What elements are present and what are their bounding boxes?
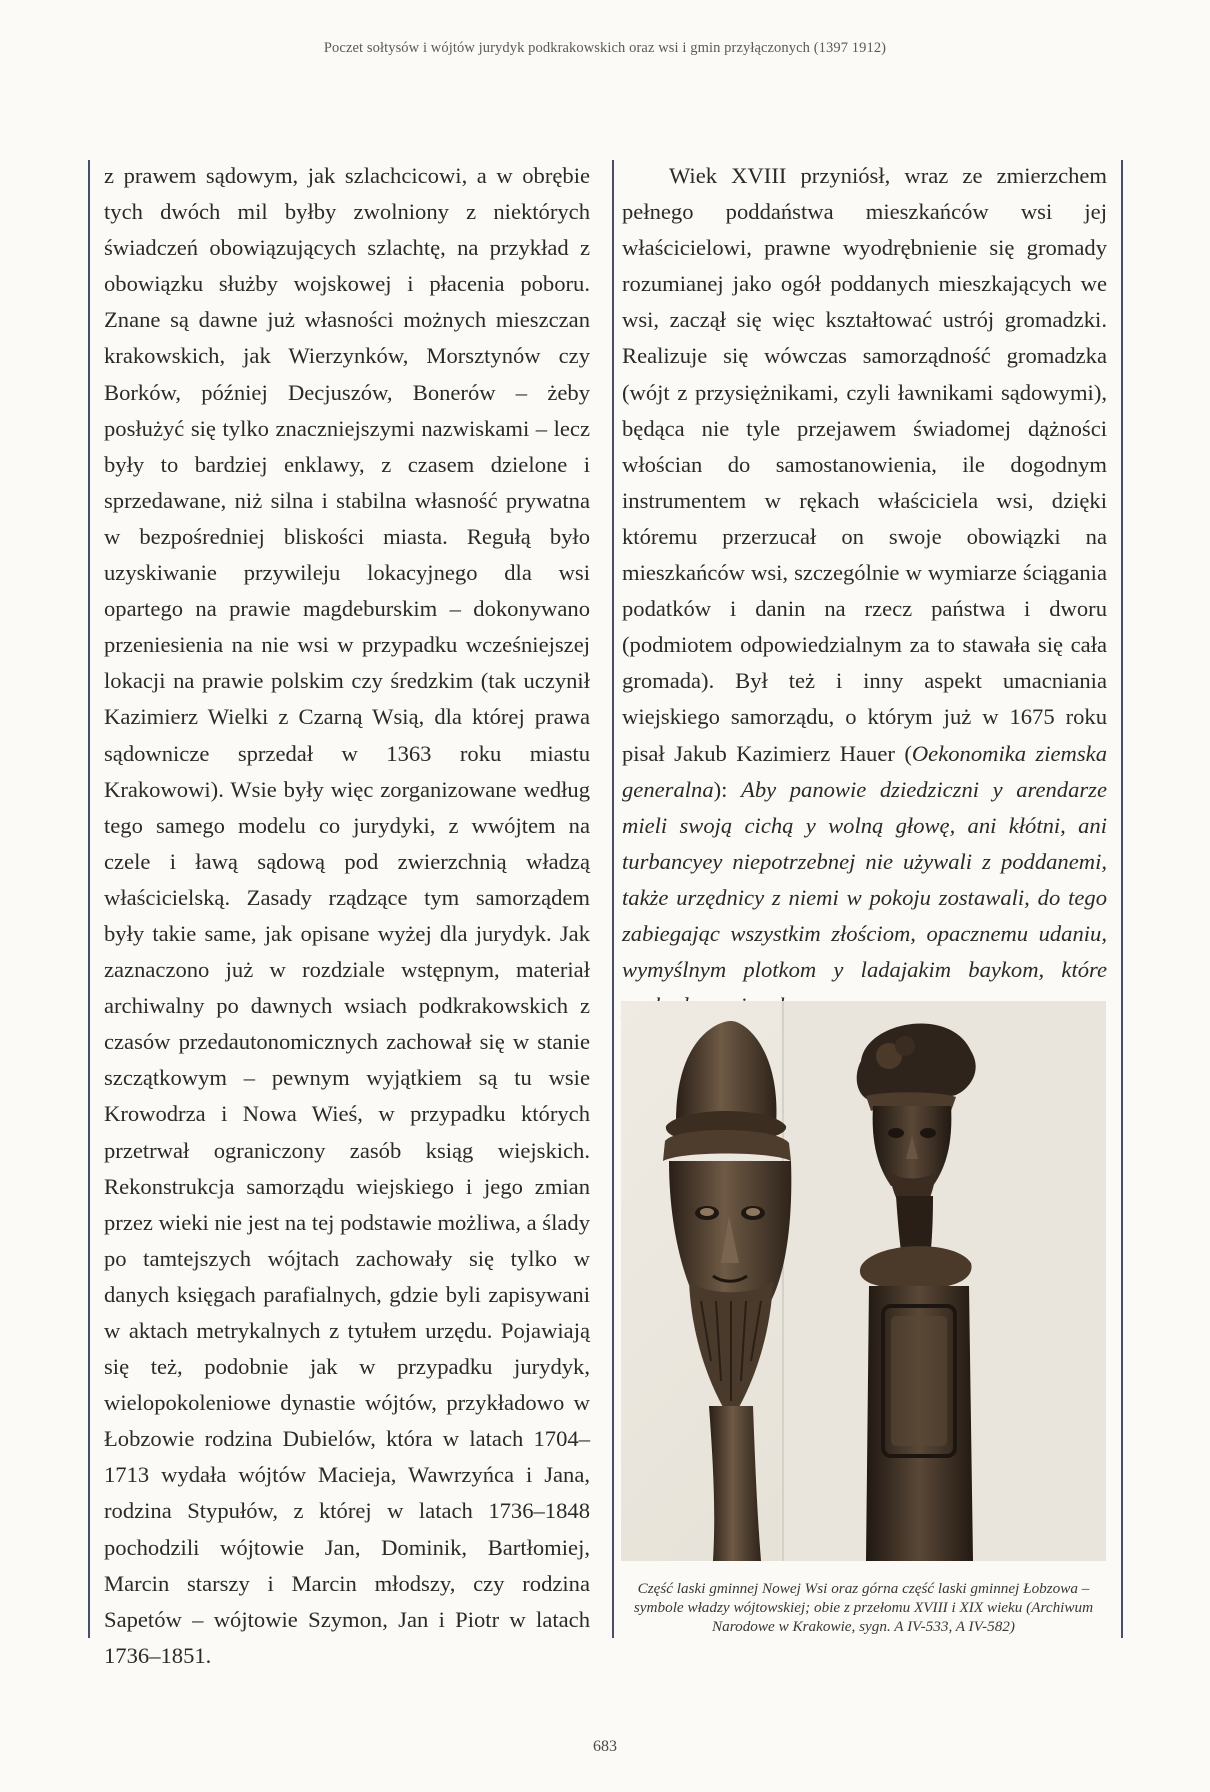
running-header: Poczet sołtysów i wójtów jurydyk podkrakowskich oraz wsi i gmin przyłączonych (1397 1912) (323, 40, 887, 56)
right-column-paragraph (622, 158, 1107, 1024)
figure-caption: Część laski gminnej Nowej Wsi oraz górna część laski gminnej Łobzowa – symbole władzy wójtowskiej; obie z przełomu XVIII i XIX wieku (Archiwum Narodowe w Krakowie, sygn. A IV-533, A IV-582) (633, 1580, 1094, 1635)
page-number: 683 (593, 1738, 617, 1755)
column-divider-rule (612, 160, 614, 1638)
historical-quote: Aby panowie dziedziczni y arendarze mieli swoją cichą y wolną głowę, ani kłótni, ani turbancyey niepotrzebnej nie używali z poddanemi, także urzędnicy z niemi w pokoju zostawali, do tego zabiegając wszystkim złościom, opacznemu udaniu, wymyślnym plotkom y ladajakim baykom, które (622, 776, 1107, 983)
carved-staffs-illustration (621, 1001, 1106, 1561)
right-column-text: Wiek XVIII przyniósł, wraz ze zmierzchem pełnego poddaństwa mieszkańców wsi jej właścicielowi, prawne wyodrębnienie się gromady rozumianej jako ogół poddanych mieszkających we wsi, zaczął się więc kształtować ustrój gromadzki. Realizuje się wówczas samorządność gromadzka (wójt z przysiężnikami, czyli ławnikami sądowymi), będąca nie tyle przejawem świadomej dążności włościan do samostanowienia, ile dogodnym instrumentem w rękach właściciela wsi, dzięki któremu przerzucał on swoje obowiązki na mieszkańców wsi, szczególnie w wymiarze ściągania podatków i danin na rzecz państwa i dworu (podmiotem odpowiedzialnym za to stawała się cała gromada). Był też i inny aspekt umacniania wiejskiego samorządu, o którym już w 1675 roku pisał Jakub Kazimierz Hauer ( (622, 163, 1107, 766)
right-margin-rule (1121, 160, 1123, 1638)
right-column-text-after-title: ): (713, 776, 742, 802)
left-text-column (104, 158, 590, 1674)
left-margin-rule (88, 160, 90, 1638)
staff-heads-photograph (621, 1001, 1106, 1561)
book-title: Oekonomika ziemska generalna (622, 740, 1107, 802)
right-text-column (622, 158, 1107, 1024)
left-column-paragraph: z prawem sądowym, jak szlachcicowi, a w obrębie tych dwóch mil byłby zwolniony z niektórych świadczeń obowiązujących szlachtę, na przykład z obowiązku służby wojskowej i płacenia poboru. Znane są dawne już własności możnych mieszczan krakowskich, jak Wierzynków, Morsztynów czy Borków, później Decjuszów, Bonerów – żeby posłużyć się tylko znaczniejszymi nazwiskami – lecz były to bardziej enklawy, z czasem dzielone i sprzedawane, niż silna i stabilna własność prywatna w bezpośredniej bliskości miasta. Regułą było uzyskiwanie przywileju lokacyjnego dla wsi opartego na prawie magdeburskim – dokonywano przeniesienia na nie wsi w przypadku wcześniejszej lokacji na prawie polskim czy średzkim (tak uczynił Kazimierz Wielki z Czarną Wsią, dla której prawa sądownicze sprzedał w 1363 roku miastu Krakowowi). Wsie były więc zorganizowane według tego samego modelu co jurydyki, z wwójtem na czele i ławą sądową pod zwierzchnią władzą właścicielską. Zasady rządzące tym samorządem były takie same, jak opisane wyżej dla jurydyk. Jak zaznaczono już w rozdziale wstępnym, materiał archiwalny po dawnych wsiach podkrakowskich z czasów przedautonomicznych zachował się w stanie szczątkowym – pewnym wyjątkiem są tu wsie Krowodrza i Nowa Wieś, w przypadku których przetrwał ograniczony zasób ksiąg wiejskich. Rekonstrukcja samorządu wiejskiego i jego zmian przez wieki nie jest na tej podstawie możliwa, a ślady po tamtejszych wójtach zachowały się tylko w danych księgach parafialnych, gdzie byli zapisywani w aktach metrykalnych z tytułem urzędu. Pojawiają się też, podobnie jak w przypadku jurydyk, wielopokoleniowe dynastie wójtów, przykładowo w Łobzowie rodzina Dubielów, która w latach 1704–1713 wydała wójtów Macieja, Wawrzyńca i Jana, rodzina Stypułów, z której w latach 1736–1848 pochodzili wójtowie Jan, Dominik, Bartłomiej, Marcin starszy i Marcin młodszy, czy rodzina Sapetów – wójtowie Szymon, Jan i Piotr w latach 1736–1851. (104, 163, 590, 1668)
